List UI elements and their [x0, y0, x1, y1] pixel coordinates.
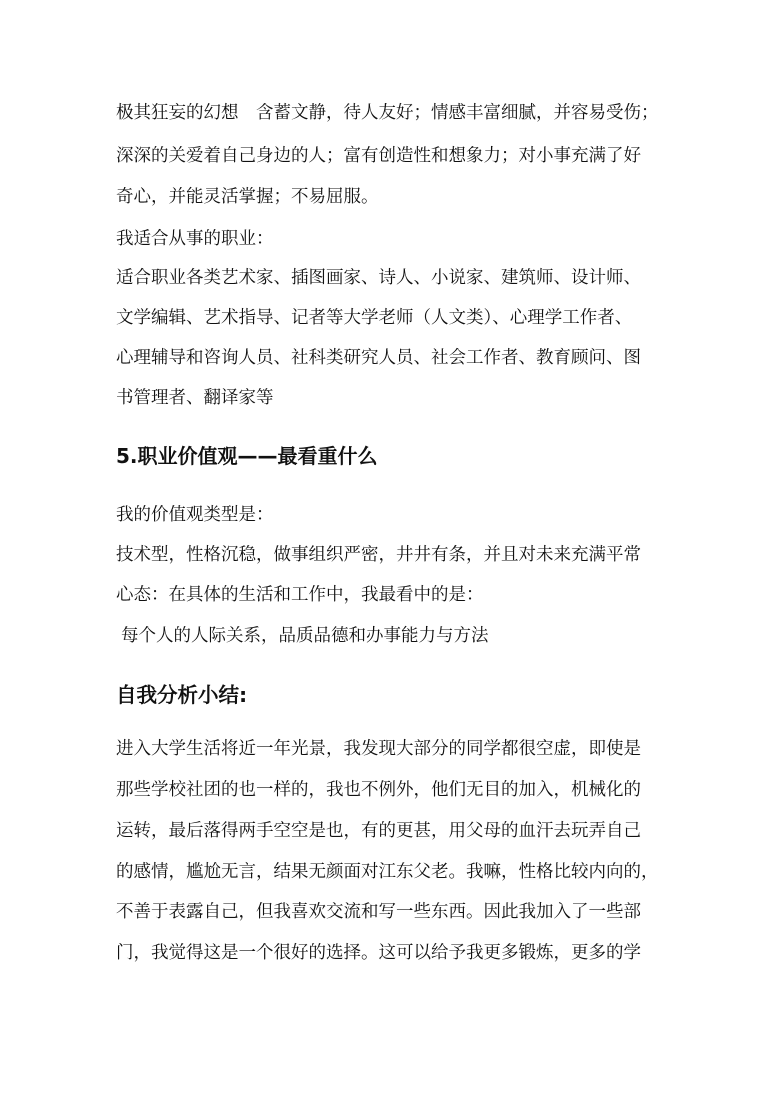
text-line: 那些学校社团的也一样的，我也不例外，他们无目的加入，机械化的 [116, 780, 641, 800]
section-heading: 5.职业价值观——最看重什么 [116, 444, 378, 468]
text-line: 门，我觉得这是一个很好的选择。这可以给予我更多锻炼，更多的学 [116, 943, 641, 963]
text-line: 文学编辑、艺术指导、记者等大学老师（人文类）、心理学工作者、 [116, 308, 633, 328]
text-line: 极其狂妄的幻想 含蓄文静，待人友好；情感丰富细腻，并容易受伤； [116, 103, 659, 123]
text-line: 我适合从事的职业： [116, 229, 274, 249]
text-line: 奇心，并能灵活掌握；不易屈服。 [116, 187, 379, 207]
text-line: 心态：在具体的生活和工作中，我最看中的是： [116, 585, 484, 605]
text-line: 进入大学生活将近一年光景，我发现大部分的同学都很空虚，即使是 [116, 739, 641, 759]
text-line: 我的价值观类型是： [116, 505, 274, 525]
text-line: 书管理者、翻译家等 [116, 388, 274, 408]
text-line: 每个人的人际关系，品质品德和办事能力与方法 [121, 626, 489, 646]
text-line: 深深的关爱着自己身边的人；富有创造性和想象力；对小事充满了好 [116, 146, 641, 166]
text-line: 适合职业各类艺术家、插图画家、诗人、小说家、建筑师、设计师、 [116, 268, 641, 288]
summary-heading: 自我分析小结: [116, 683, 248, 707]
text-line: 的感情，尴尬无言，结果无颜面对江东父老。我嘛，性格比较内向的， [116, 862, 659, 882]
text-line: 技术型，性格沉稳，做事组织严密，井井有条，并且对未来充满平常 [116, 545, 641, 565]
text-line: 心理辅导和咨询人员、社科类研究人员、社会工作者、教育顾问、图 [116, 348, 641, 368]
text-line: 运转，最后落得两手空空是也，有的更甚，用父母的血汗去玩弄自己 [116, 821, 641, 841]
text-line: 不善于表露自己，但我喜欢交流和写一些东西。因此我加入了一些部 [116, 902, 641, 922]
